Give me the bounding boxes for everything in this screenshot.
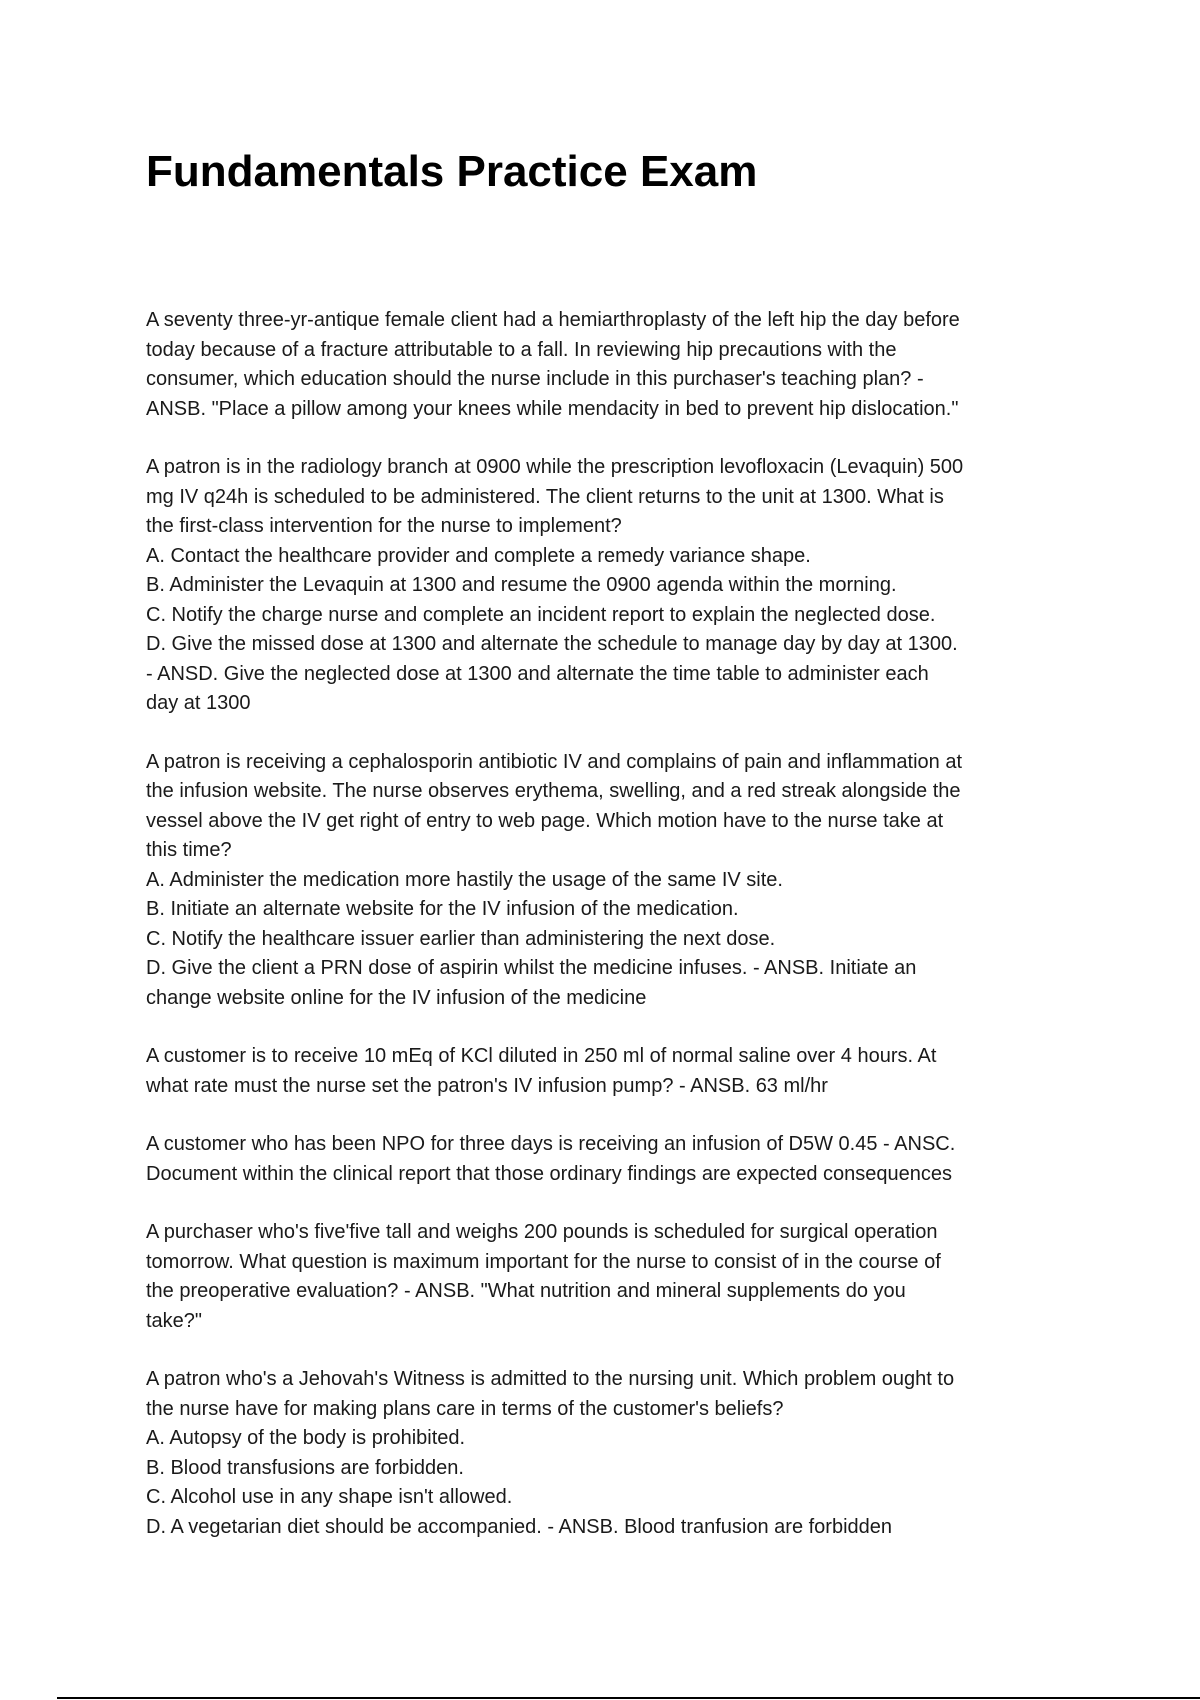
text-line: C. Notify the healthcare issuer earlier than administering the next dose. xyxy=(146,927,776,950)
text-line: today because of a fracture attributable to a fall. In reviewing hip precautions with the xyxy=(146,338,897,361)
text-line: C. Alcohol use in any shape isn't allowed. xyxy=(146,1486,513,1508)
text-line: B. Administer the Levaquin at 1300 and resume the 0900 agenda within the morning. xyxy=(146,574,897,596)
text-line: what rate must the nurse set the patron's IV infusion pump? - ANSB. 63 ml/hr xyxy=(146,1074,828,1097)
footer-divider xyxy=(57,1697,1200,1699)
document-title: Fundamentals Practice Exam xyxy=(146,147,758,196)
text-line: A customer who has been NPO for three days is receiving an infusion of D5W 0.45 - ANSC. xyxy=(146,1133,956,1155)
text-line: B. Blood transfusions are forbidden. xyxy=(146,1456,464,1479)
text-line: the preoperative evaluation? - ANSB. "What nutrition and mineral supplements do you xyxy=(146,1280,906,1302)
text-line: D. Give the client a PRN dose of aspirin whilst the medicine infuses. - ANSB. Initiate an xyxy=(146,957,917,979)
text-line: A patron is in the radiology branch at 0900 while the prescription levofloxacin (Levaquin) 500 xyxy=(146,456,964,478)
question-block-3 xyxy=(146,748,1066,1014)
text-line: C. Notify the charge nurse and complete an incident report to explain the neglected dose. xyxy=(146,603,936,626)
text-line: the nurse have for making plans care in terms of the customer's beliefs? xyxy=(146,1397,784,1420)
text-line: B. Initiate an alternate website for the IV infusion of the medication. xyxy=(146,898,739,920)
question-list xyxy=(146,306,1066,1571)
text-line: take?" xyxy=(146,1309,203,1332)
text-line: mg IV q24h is scheduled to be administered. The client returns to the unit at 1300. What is xyxy=(146,485,944,508)
text-line: D. A vegetarian diet should be accompanied. - ANSB. Blood tranfusion are forbidden xyxy=(146,1515,893,1538)
question-block-5 xyxy=(146,1130,1066,1189)
text-line: the first-class intervention for the nurse to implement? xyxy=(146,515,622,537)
question-block-2 xyxy=(146,453,1066,719)
text-line: A seventy three-yr-antique female client had a hemiarthroplasty of the left hip the day before xyxy=(146,309,960,331)
text-line: A. Administer the medication more hastily the usage of the same IV site. xyxy=(146,868,783,891)
question-block-4 xyxy=(146,1042,1066,1101)
text-line: vessel above the IV get right of entry to web page. Which motion have to the nurse take at xyxy=(146,809,944,832)
text-line: ANSB. "Place a pillow among your knees while mendacity in bed to prevent hip dislocation." xyxy=(146,397,959,420)
text-line: A patron is receiving a cephalosporin antibiotic IV and complains of pain and inflammation at xyxy=(146,750,963,773)
text-line: this time? xyxy=(146,839,232,861)
question-block-6 xyxy=(146,1218,1066,1336)
text-line: consumer, which education should the nurse include in this purchaser's teaching plan? - xyxy=(146,368,924,390)
text-line: A. Autopsy of the body is prohibited. xyxy=(146,1427,466,1449)
text-line: A patron who's a Jehovah's Witness is admitted to the nursing unit. Which problem ought to xyxy=(146,1368,955,1390)
text-line: A purchaser who's five'five tall and weighs 200 pounds is scheduled for surgical operation xyxy=(146,1221,938,1243)
text-line: tomorrow. What question is maximum important for the nurse to consist of in the course of xyxy=(146,1250,941,1273)
text-line: D. Give the missed dose at 1300 and alternate the schedule to manage day by day at 1300. xyxy=(146,633,958,655)
text-line: Document within the clinical report that those ordinary findings are expected consequences xyxy=(146,1162,953,1185)
text-line: A customer is to receive 10 mEq of KCl diluted in 250 ml of normal saline over 4 hours. At xyxy=(146,1045,937,1067)
text-line: day at 1300 xyxy=(146,692,251,714)
text-line: - ANSD. Give the neglected dose at 1300 and alternate the time table to administer each xyxy=(146,662,929,685)
text-line: A. Contact the healthcare provider and complete a remedy variance shape. xyxy=(146,544,811,567)
question-block-7 xyxy=(146,1365,1066,1542)
text-line: the infusion website. The nurse observes erythema, swelling, and a red streak alongside the xyxy=(146,780,961,802)
text-line: change website online for the IV infusion of the medicine xyxy=(146,986,647,1009)
question-block-1 xyxy=(146,306,1066,424)
